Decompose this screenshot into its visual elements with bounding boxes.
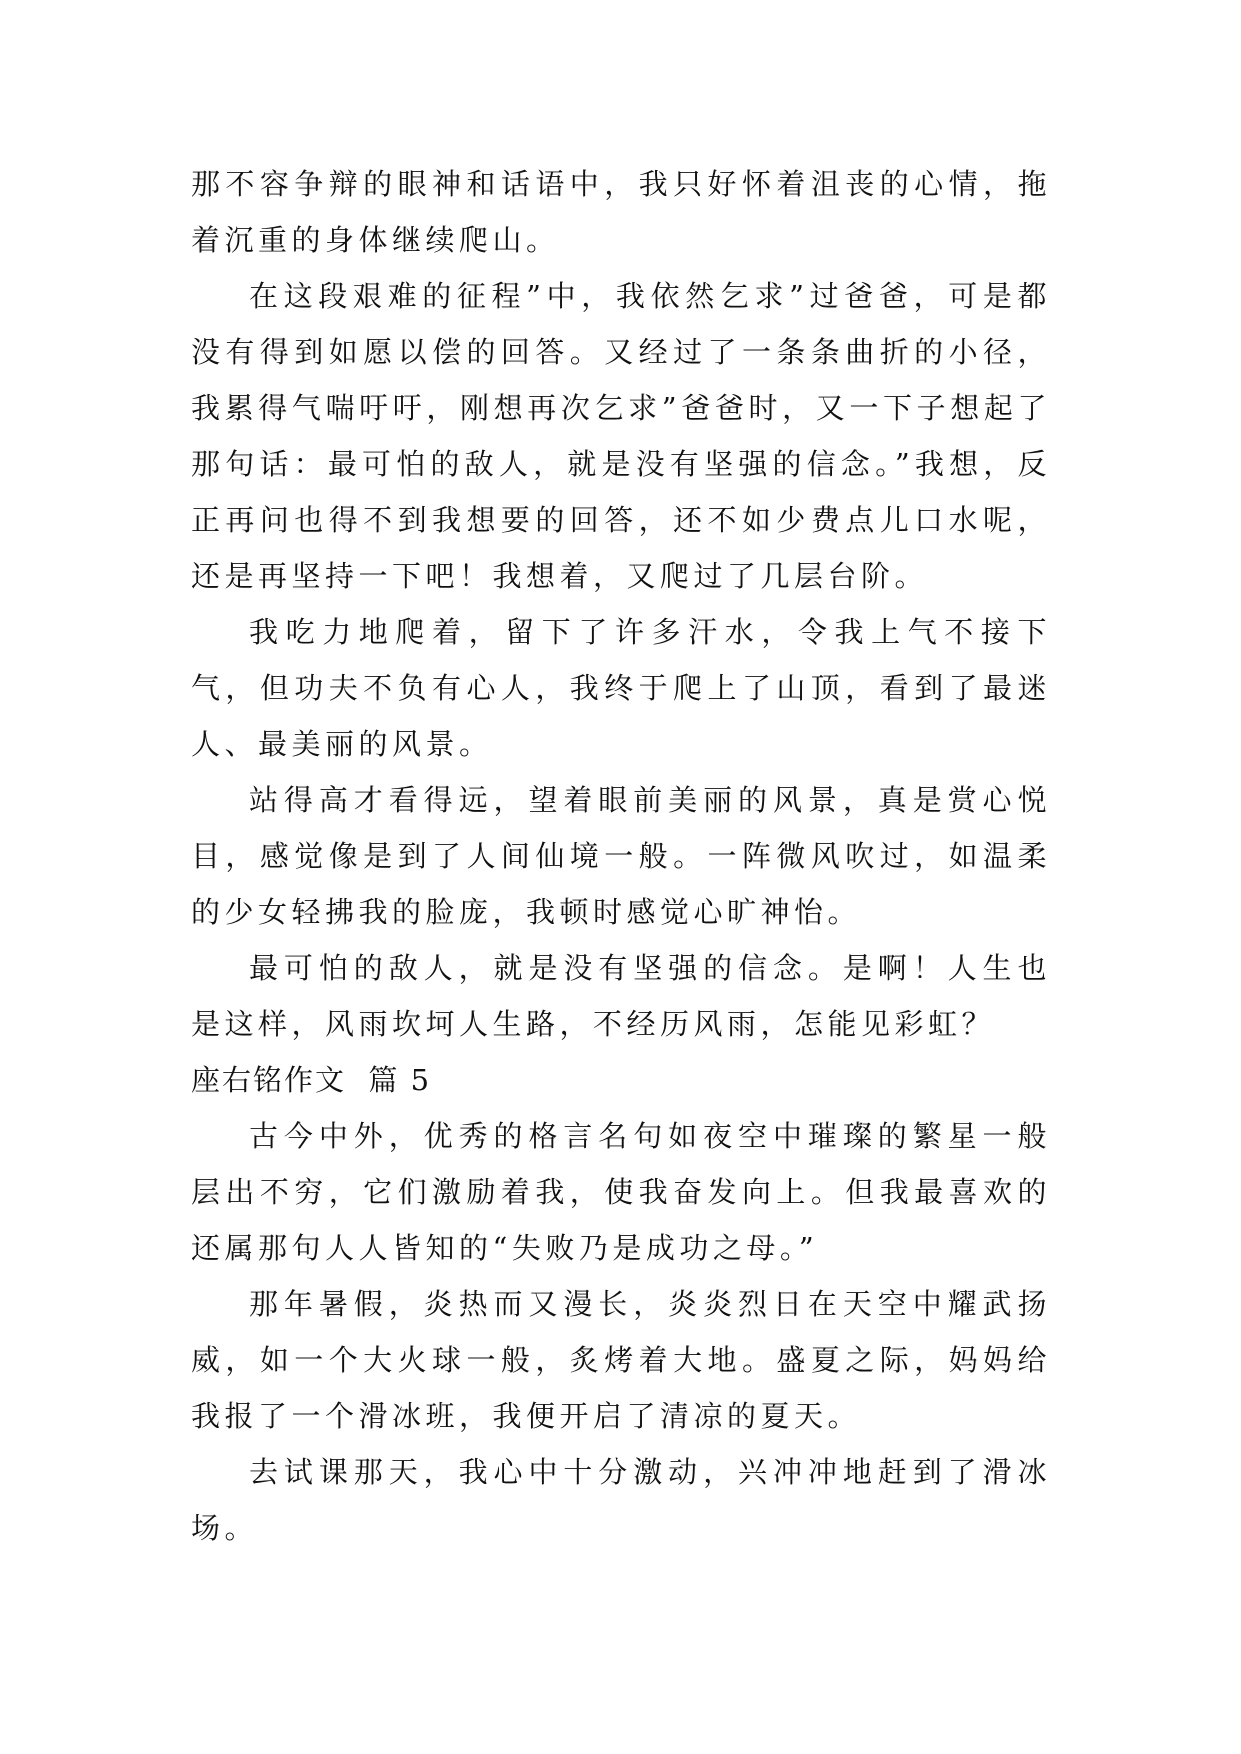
paragraph: 去试课那天，我心中十分激动，兴冲冲地赶到了滑冰场。 xyxy=(191,1455,1051,1545)
document-page xyxy=(191,156,1051,1556)
section-heading: 座右铭作文 篇 5 xyxy=(191,1063,432,1097)
paragraph: 站得高才看得远，望着眼前美丽的风景，真是赏心悦目，感觉像是到了人间仙境一般。一阵微风吹过，如温柔的少女轻拂我的脸庞，我顿时感觉心旷神怡。 xyxy=(191,783,1051,929)
paragraph: 古今中外，优秀的格言名句如夜空中璀璨的繁星一般层出不穷，它们激励着我，使我奋发向上。但我最喜欢的还属那句人人皆知的“失败乃是成功之母。” xyxy=(191,1119,1051,1265)
paragraph: 那年暑假，炎热而又漫长，炎炎烈日在天空中耀武扬威，如一个大火球一般，炙烤着大地。盛夏之际，妈妈给我报了一个滑冰班，我便开启了清凉的夏天。 xyxy=(191,1287,1051,1433)
paragraph-continued: 那不容争辩的眼神和话语中，我只好怀着沮丧的心情，拖着沉重的身体继续爬山。 xyxy=(191,167,1051,257)
paragraph: 我吃力地爬着，留下了许多汗水，令我上气不接下气，但功夫不负有心人，我终于爬上了山顶，看到了最迷人、最美丽的风景。 xyxy=(191,615,1051,761)
paragraph: 最可怕的敌人，就是没有坚强的信念。是啊！人生也是这样，风雨坎坷人生路，不经历风雨，怎能见彩虹？ xyxy=(191,951,1051,1041)
paragraph: 在这段艰难的征程”中，我依然乞求”过爸爸，可是都没有得到如愿以偿的回答。又经过了一条条曲折的小径，我累得气喘吁吁，刚想再次乞求”爸爸时，又一下子想起了那句话：最可怕的敌人，就是没有坚强的信念。”我想，反正再问也得不到我想要的回答，还不如少费点儿口水呢，还是再坚持一下吧！我想着，又爬过了几层台阶。 xyxy=(191,279,1051,593)
